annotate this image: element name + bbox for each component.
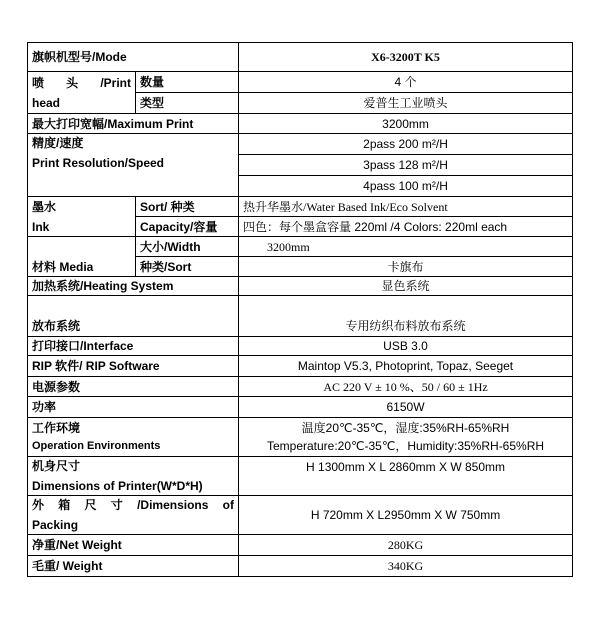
resolution-value-2pass: 2pass 200 m²/H [239, 134, 573, 155]
packing-value: H 720mm X L2950mm X W 750mm [239, 496, 573, 535]
resolution-label-line1: 精度/速度 [32, 136, 84, 150]
table-row-ink-sort [28, 197, 573, 217]
wattage-value: 6150W [239, 397, 573, 418]
print-head-quantity-value: 4 个 [239, 72, 573, 93]
table-row-interface [28, 337, 573, 356]
net-weight-value: 280KG [239, 535, 573, 556]
environment-label-line1: 工作环境 [32, 421, 81, 435]
resolution-value-4pass: 4pass 100 m²/H [239, 176, 573, 197]
environment-label [28, 418, 239, 457]
wattage-label: 功率 [28, 397, 239, 418]
max-width-value: 3200mm [239, 114, 573, 134]
packing-label-line1: 外 箱 尺 寸 /Dimensions of [32, 498, 234, 512]
power-value: AC 220 V ± 10 %、50 / 60 ± 1Hz [239, 377, 573, 397]
environment-value-line2: Temperature:20℃-35℃，Humidity:35%RH-65%RH [266, 439, 545, 453]
table-row-model [28, 43, 573, 72]
packing-label-line2: Packing [32, 518, 79, 532]
gross-weight-value: 340KG [239, 556, 573, 577]
table-row-print-head-quantity [28, 72, 573, 93]
net-weight-label: 净重/Net Weight [28, 535, 239, 556]
ink-capacity-label: Capacity/容量 [136, 217, 239, 237]
print-head-quantity-label: 数量 [136, 72, 239, 93]
table-row-max-width [28, 114, 573, 134]
table-row-gross-weight [28, 556, 573, 577]
spec-table [27, 42, 573, 577]
gross-weight-label: 毛重/ Weight [28, 556, 239, 577]
print-head-label-line2: head [32, 95, 61, 110]
print-head-label-line1: 喷 头 /Print [32, 75, 131, 90]
print-head-type-label: 类型 [136, 93, 239, 114]
resolution-value-3pass: 3pass 128 m²/H [239, 155, 573, 176]
dimensions-label [28, 457, 239, 496]
media-sort-label: 种类/Sort [136, 257, 239, 277]
rip-label: RIP 软件/ RIP Software [28, 356, 239, 377]
resolution-label-line2: Print Resolution/Speed [32, 156, 165, 170]
ink-label [28, 197, 136, 237]
dimensions-label-line1: 机身尺寸 [32, 459, 81, 473]
resolution-label [28, 134, 239, 197]
rip-value: Maintop V5.3, Photoprint, Topaz, Seeget [239, 356, 573, 377]
environment-value-line1: 温度20℃-35℃，湿度:35%RH-65%RH [301, 421, 510, 435]
interface-label: 打印接口/Interface [28, 337, 239, 356]
ink-capacity-value: 四色：每个墨盒容量 220ml /4 Colors: 220ml each [239, 217, 573, 237]
dimensions-value: H 1300mm X L 2860mm X W 850mm [239, 457, 573, 496]
table-row-rip [28, 356, 573, 377]
table-row-wattage [28, 397, 573, 418]
model-value: X6-3200T K5 [239, 43, 573, 72]
table-row-feeding [28, 296, 573, 337]
power-label: 电源参数 [28, 377, 239, 397]
ink-label-line1: 墨水 [32, 199, 57, 214]
packing-label [28, 496, 239, 535]
ink-sort-label: Sort/ 种类 [136, 197, 239, 217]
feeding-value: 专用纺织布料放布系统 [239, 296, 573, 337]
max-width-label: 最大打印宽幅/Maximum Print [28, 114, 239, 134]
print-head-label [28, 72, 136, 114]
print-head-type-value: 爱普生工业喷头 [239, 93, 573, 114]
table-row-environment [28, 418, 573, 457]
interface-value: USB 3.0 [239, 337, 573, 356]
dimensions-label-line2: Dimensions of Printer(W*D*H) [32, 479, 203, 493]
table-row-packing [28, 496, 573, 535]
model-label: 旗帜机型号/Mode [28, 43, 239, 72]
environment-label-line2: Operation Environments [32, 440, 161, 452]
heating-value: 显色系统 [239, 277, 573, 296]
table-row-heating [28, 277, 573, 296]
environment-value [239, 418, 573, 457]
ink-label-line2: Ink [32, 219, 50, 234]
heating-label: 加热系统/Heating System [28, 277, 239, 296]
media-width-label: 大小/Width [136, 237, 239, 257]
table-row-resolution-1 [28, 134, 573, 155]
table-row-power [28, 377, 573, 397]
table-row-net-weight [28, 535, 573, 556]
media-sort-value: 卡旗布 [239, 257, 573, 277]
table-row-dimensions [28, 457, 573, 496]
feeding-label: 放布系统 [28, 296, 239, 337]
ink-sort-value: 热升华墨水/Water Based Ink/Eco Solvent [239, 197, 573, 217]
media-width-value: 3200mm [239, 237, 573, 257]
media-label: 材料 Media [28, 237, 136, 277]
table-row-media-width [28, 237, 573, 257]
